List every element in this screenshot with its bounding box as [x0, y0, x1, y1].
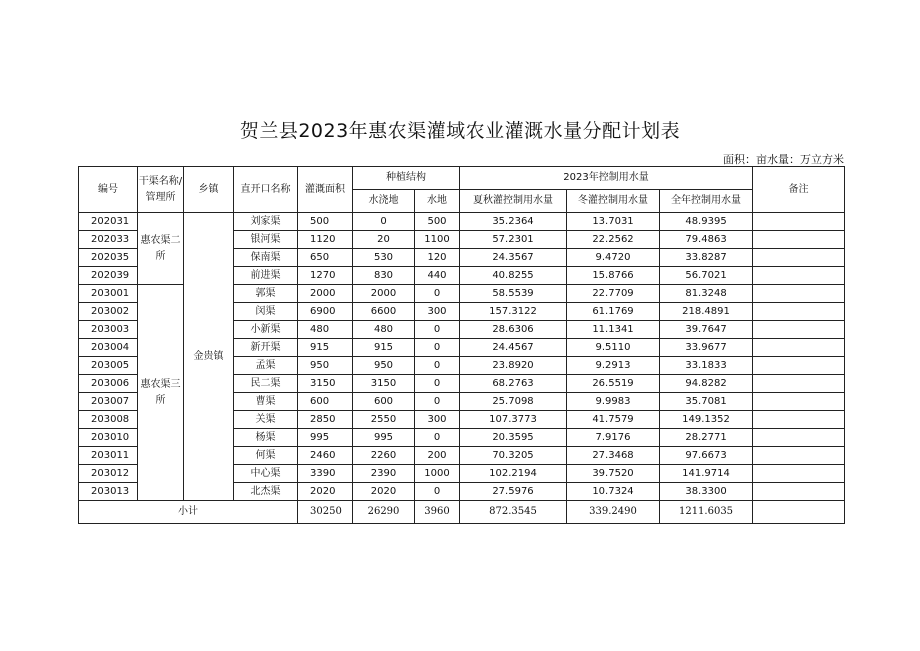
- subtotal-water-land: 26290: [353, 501, 415, 524]
- header-canal: 干渠名称/管理所: [138, 167, 184, 213]
- cell-annual: 94.8282: [660, 375, 753, 393]
- cell-id: 202031: [79, 213, 138, 231]
- cell-winter: 10.7324: [567, 483, 660, 501]
- cell-paddy: 0: [415, 429, 460, 447]
- cell-remark: [753, 213, 845, 231]
- cell-area: 2460: [298, 447, 353, 465]
- header-outlet: 直开口名称: [234, 167, 298, 213]
- cell-outlet: 保南渠: [234, 249, 298, 267]
- cell-paddy: 0: [415, 357, 460, 375]
- cell-remark: [753, 357, 845, 375]
- cell-remark: [753, 249, 845, 267]
- cell-water-land: 20: [353, 231, 415, 249]
- cell-annual: 35.7081: [660, 393, 753, 411]
- cell-area: 1120: [298, 231, 353, 249]
- cell-paddy: 0: [415, 375, 460, 393]
- cell-winter: 15.8766: [567, 267, 660, 285]
- cell-winter: 22.2562: [567, 231, 660, 249]
- cell-winter: 26.5519: [567, 375, 660, 393]
- cell-summer: 35.2364: [460, 213, 567, 231]
- cell-annual: 81.3248: [660, 285, 753, 303]
- cell-summer: 68.2763: [460, 375, 567, 393]
- cell-area: 995: [298, 429, 353, 447]
- cell-town-group: 金贵镇: [184, 213, 234, 501]
- cell-annual: 149.1352: [660, 411, 753, 429]
- cell-annual: 56.7021: [660, 267, 753, 285]
- cell-remark: [753, 303, 845, 321]
- cell-paddy: 0: [415, 321, 460, 339]
- cell-water-land: 2390: [353, 465, 415, 483]
- cell-canal-group: 惠农渠三所: [138, 285, 184, 501]
- subtotal-row: [79, 501, 845, 524]
- cell-remark: [753, 411, 845, 429]
- cell-id: 202033: [79, 231, 138, 249]
- cell-id: 203005: [79, 357, 138, 375]
- cell-annual: 33.1833: [660, 357, 753, 375]
- cell-outlet: 郭渠: [234, 285, 298, 303]
- cell-remark: [753, 321, 845, 339]
- cell-remark: [753, 375, 845, 393]
- cell-outlet: 北杰渠: [234, 483, 298, 501]
- cell-id: 202035: [79, 249, 138, 267]
- cell-winter: 9.2913: [567, 357, 660, 375]
- cell-annual: 141.9714: [660, 465, 753, 483]
- cell-outlet: 何渠: [234, 447, 298, 465]
- cell-outlet: 银河渠: [234, 231, 298, 249]
- cell-id: 203002: [79, 303, 138, 321]
- header-annual: 全年控制用水量: [660, 190, 753, 213]
- cell-water-land: 2000: [353, 285, 415, 303]
- cell-water-land: 2020: [353, 483, 415, 501]
- subtotal-paddy: 3960: [415, 501, 460, 524]
- cell-outlet: 孟渠: [234, 357, 298, 375]
- cell-id: 203007: [79, 393, 138, 411]
- cell-remark: [753, 231, 845, 249]
- header-paddy: 水地: [415, 190, 460, 213]
- cell-outlet: 小新渠: [234, 321, 298, 339]
- cell-water-land: 600: [353, 393, 415, 411]
- cell-paddy: 0: [415, 483, 460, 501]
- cell-annual: 97.6673: [660, 447, 753, 465]
- cell-winter: 7.9176: [567, 429, 660, 447]
- cell-summer: 57.2301: [460, 231, 567, 249]
- cell-area: 2020: [298, 483, 353, 501]
- cell-water-land: 950: [353, 357, 415, 375]
- cell-outlet: 刘家渠: [234, 213, 298, 231]
- cell-outlet: 民二渠: [234, 375, 298, 393]
- cell-paddy: 1000: [415, 465, 460, 483]
- cell-paddy: 1100: [415, 231, 460, 249]
- cell-summer: 58.5539: [460, 285, 567, 303]
- cell-summer: 157.3122: [460, 303, 567, 321]
- cell-annual: 38.3300: [660, 483, 753, 501]
- cell-area: 2850: [298, 411, 353, 429]
- cell-summer: 24.4567: [460, 339, 567, 357]
- cell-paddy: 0: [415, 393, 460, 411]
- cell-area: 480: [298, 321, 353, 339]
- cell-remark: [753, 429, 845, 447]
- cell-area: 915: [298, 339, 353, 357]
- subtotal-winter: 339.2490: [567, 501, 660, 524]
- cell-water-land: 530: [353, 249, 415, 267]
- cell-winter: 41.7579: [567, 411, 660, 429]
- cell-remark: [753, 393, 845, 411]
- cell-paddy: 0: [415, 285, 460, 303]
- header-remark: 备注: [753, 167, 845, 213]
- cell-id: 203003: [79, 321, 138, 339]
- cell-outlet: 杨渠: [234, 429, 298, 447]
- cell-winter: 61.1769: [567, 303, 660, 321]
- cell-area: 3390: [298, 465, 353, 483]
- header-area: 灌溉面积: [298, 167, 353, 213]
- cell-summer: 20.3595: [460, 429, 567, 447]
- cell-canal-group: 惠农渠二所: [138, 213, 184, 285]
- cell-water-land: 830: [353, 267, 415, 285]
- cell-water-land: 6600: [353, 303, 415, 321]
- cell-paddy: 440: [415, 267, 460, 285]
- cell-winter: 9.4720: [567, 249, 660, 267]
- unit-note: 面积：亩水量：万立方米: [723, 153, 844, 166]
- cell-paddy: 500: [415, 213, 460, 231]
- header-summer-autumn: 夏秋灌控制用水量: [460, 190, 567, 213]
- cell-area: 1270: [298, 267, 353, 285]
- cell-id: 203011: [79, 447, 138, 465]
- subtotal-label: 小计: [79, 501, 298, 524]
- cell-outlet: 闵渠: [234, 303, 298, 321]
- cell-paddy: 0: [415, 339, 460, 357]
- cell-winter: 11.1341: [567, 321, 660, 339]
- cell-id: 203006: [79, 375, 138, 393]
- cell-summer: 28.6306: [460, 321, 567, 339]
- cell-area: 2000: [298, 285, 353, 303]
- cell-id: 203004: [79, 339, 138, 357]
- cell-outlet: 前进渠: [234, 267, 298, 285]
- cell-annual: 39.7647: [660, 321, 753, 339]
- cell-annual: 79.4863: [660, 231, 753, 249]
- subtotal-summer: 872.3545: [460, 501, 567, 524]
- subtotal-remark: [753, 501, 845, 524]
- cell-outlet: 曹渠: [234, 393, 298, 411]
- cell-winter: 9.9983: [567, 393, 660, 411]
- cell-water-land: 995: [353, 429, 415, 447]
- cell-remark: [753, 267, 845, 285]
- cell-paddy: 300: [415, 411, 460, 429]
- cell-water-land: 0: [353, 213, 415, 231]
- cell-area: 500: [298, 213, 353, 231]
- cell-outlet: 关渠: [234, 411, 298, 429]
- cell-id: 203010: [79, 429, 138, 447]
- header-winter: 冬灌控制用水量: [567, 190, 660, 213]
- cell-remark: [753, 483, 845, 501]
- header-town: 乡镇: [184, 167, 234, 213]
- cell-annual: 33.9677: [660, 339, 753, 357]
- cell-outlet: 中心渠: [234, 465, 298, 483]
- cell-remark: [753, 465, 845, 483]
- cell-id: 202039: [79, 267, 138, 285]
- cell-water-land: 915: [353, 339, 415, 357]
- cell-summer: 27.5976: [460, 483, 567, 501]
- header-crop-group: 种植结构: [353, 167, 460, 190]
- cell-remark: [753, 285, 845, 303]
- header-plan-group: 2023年控制用水量: [460, 167, 753, 190]
- cell-annual: 33.8287: [660, 249, 753, 267]
- cell-area: 3150: [298, 375, 353, 393]
- cell-water-land: 2260: [353, 447, 415, 465]
- cell-summer: 40.8255: [460, 267, 567, 285]
- cell-summer: 102.2194: [460, 465, 567, 483]
- cell-water-land: 3150: [353, 375, 415, 393]
- water-allocation-table: [78, 166, 845, 524]
- cell-paddy: 120: [415, 249, 460, 267]
- cell-id: 203013: [79, 483, 138, 501]
- cell-winter: 27.3468: [567, 447, 660, 465]
- cell-annual: 218.4891: [660, 303, 753, 321]
- cell-area: 6900: [298, 303, 353, 321]
- cell-summer: 107.3773: [460, 411, 567, 429]
- cell-winter: 13.7031: [567, 213, 660, 231]
- cell-winter: 9.5110: [567, 339, 660, 357]
- cell-annual: 28.2771: [660, 429, 753, 447]
- cell-id: 203008: [79, 411, 138, 429]
- cell-area: 650: [298, 249, 353, 267]
- cell-winter: 39.7520: [567, 465, 660, 483]
- cell-area: 950: [298, 357, 353, 375]
- cell-area: 600: [298, 393, 353, 411]
- cell-summer: 24.3567: [460, 249, 567, 267]
- cell-remark: [753, 339, 845, 357]
- table-row: [79, 213, 845, 231]
- cell-id: 203012: [79, 465, 138, 483]
- cell-id: 203001: [79, 285, 138, 303]
- cell-summer: 70.3205: [460, 447, 567, 465]
- cell-paddy: 300: [415, 303, 460, 321]
- cell-outlet: 新开渠: [234, 339, 298, 357]
- cell-water-land: 2550: [353, 411, 415, 429]
- cell-water-land: 480: [353, 321, 415, 339]
- subtotal-annual: 1211.6035: [660, 501, 753, 524]
- page-title: 贺兰县2023年惠农渠灌域农业灌溉水量分配计划表: [239, 120, 681, 142]
- header-id: 编号: [79, 167, 138, 213]
- cell-winter: 22.7709: [567, 285, 660, 303]
- cell-remark: [753, 447, 845, 465]
- cell-annual: 48.9395: [660, 213, 753, 231]
- header-water-land: 水浇地: [353, 190, 415, 213]
- cell-summer: 23.8920: [460, 357, 567, 375]
- cell-paddy: 200: [415, 447, 460, 465]
- cell-summer: 25.7098: [460, 393, 567, 411]
- subtotal-area: 30250: [298, 501, 353, 524]
